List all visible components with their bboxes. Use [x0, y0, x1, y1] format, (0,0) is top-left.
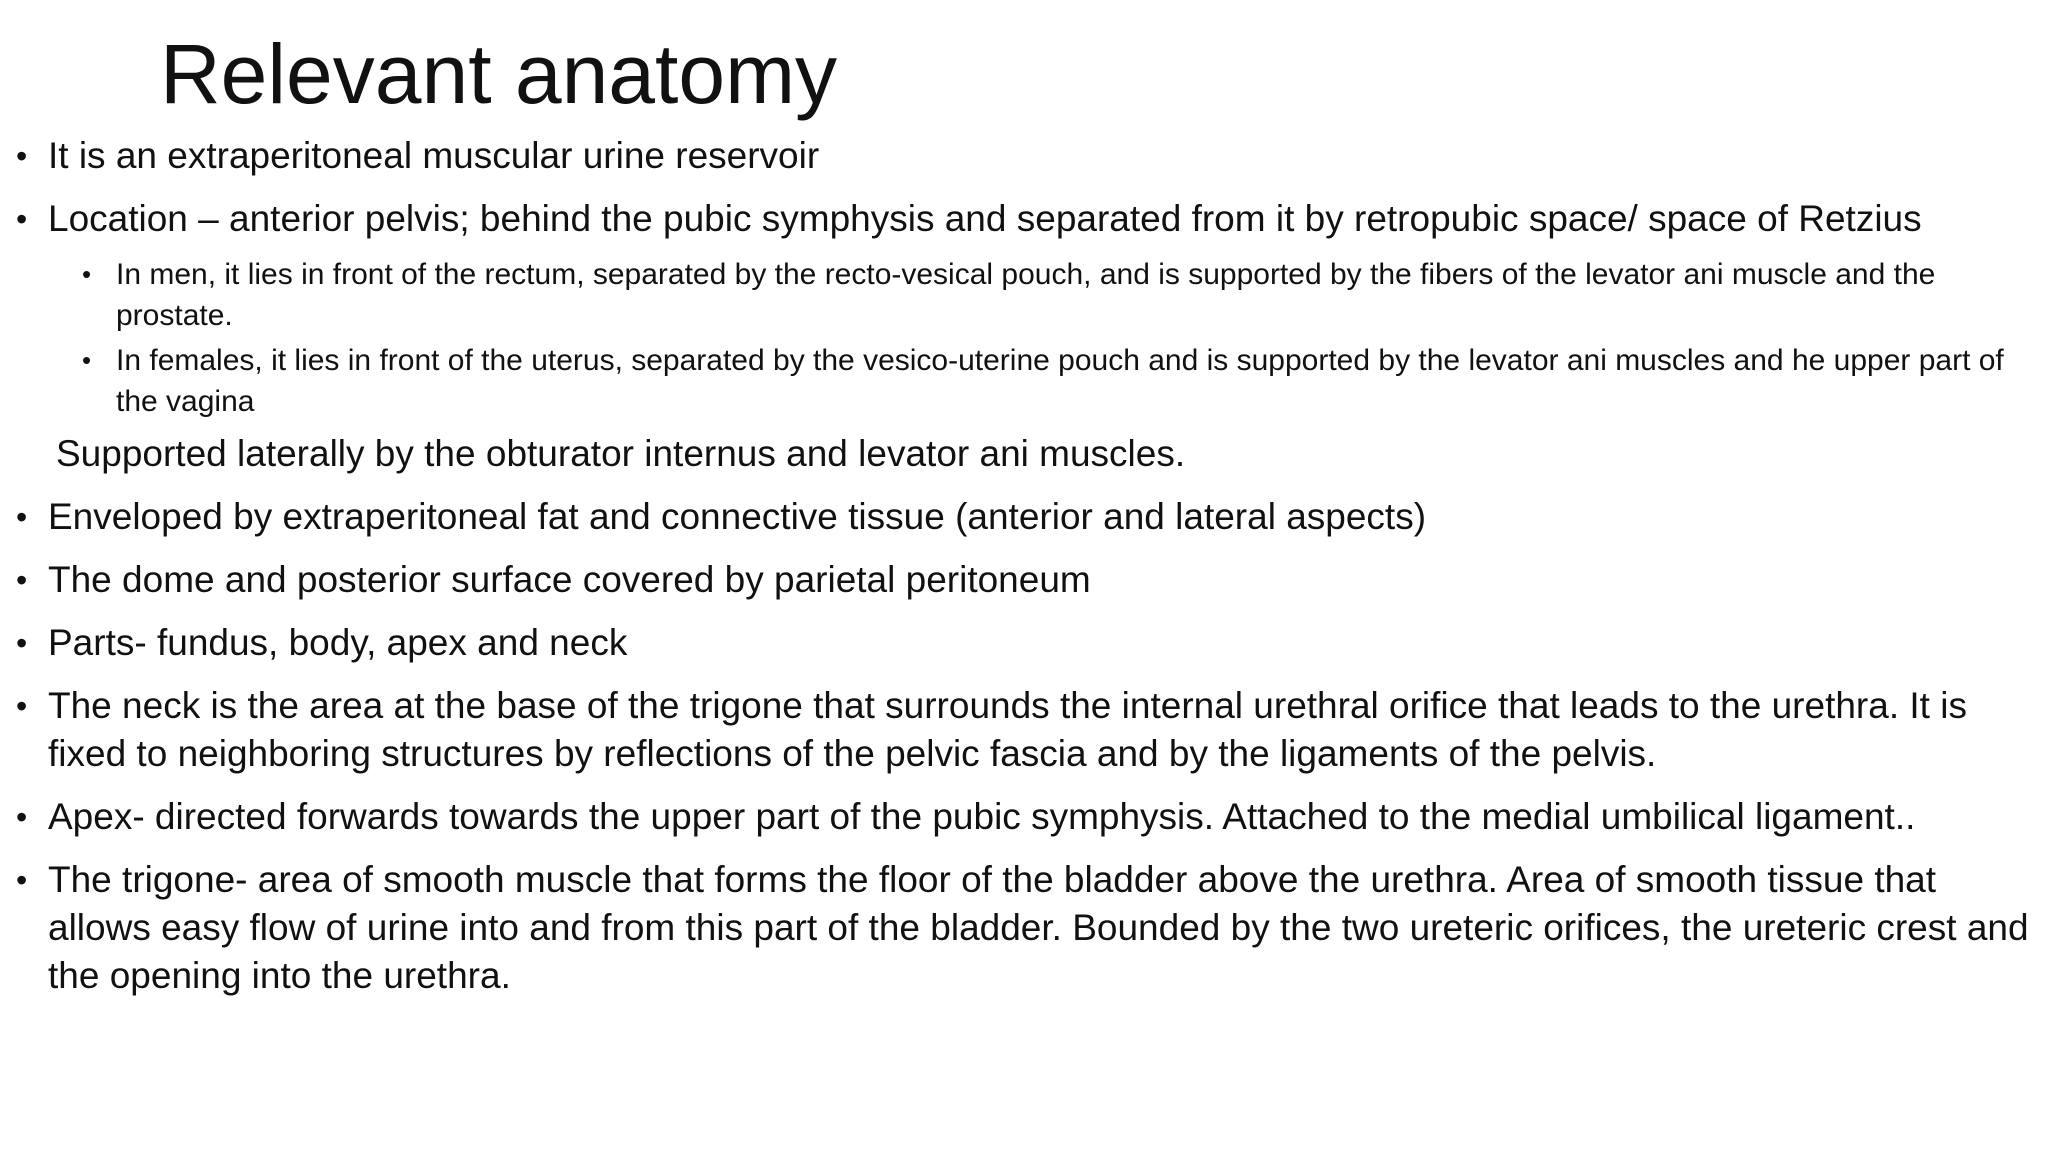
bullet-text: The trigone- area of smooth muscle that forms the floor of the bladder above the urethra. Area of smooth tissue that allows easy flow of urine into and from this part of the bladder. Bounded by the two ureteric orifices, the ureteric crest and the opening into the urethra.	[48, 859, 2029, 996]
bullet-dot-icon: •	[16, 625, 28, 661]
bullet-list	[0, 132, 2030, 1015]
bullet-dot-icon: •	[16, 499, 28, 535]
sub-bullet-text: In men, it lies in front of the rectum, separated by the recto-vesical pouch, and is supported by the fibers of the levator ani muscle and the prostate.	[116, 258, 1936, 332]
plain-paragraph: Supported laterally by the obturator internus and levator ani muscles.	[56, 433, 1186, 474]
bullet-text: Enveloped by extraperitoneal fat and connective tissue (anterior and lateral aspects)	[48, 496, 1427, 537]
bullet-text: Apex- directed forwards towards the upper part of the pubic symphysis. Attached to the medial umbilical ligament..	[48, 796, 1916, 837]
sub-bullet-text: In females, it lies in front of the uterus, separated by the vesico-uterine pouch and is supported by the levator ani muscles and he upper part of the vagina	[116, 344, 2004, 418]
bullet-item	[0, 682, 2030, 778]
sub-bullet-item	[0, 254, 2030, 336]
sub-bullet-dot-icon: •	[82, 259, 92, 289]
sub-bullet-item	[0, 340, 2030, 422]
bullet-item	[0, 556, 2030, 604]
bullet-dot-icon: •	[16, 138, 28, 174]
bullet-dot-icon: •	[16, 799, 28, 835]
bullet-item	[0, 793, 2030, 841]
bullet-dot-icon: •	[16, 862, 28, 898]
bullet-text: The neck is the area at the base of the trigone that surrounds the internal urethral orifice that leads to the urethra. It is fixed to neighboring structures by reflections of the pelvic fascia and by the ligaments of the pelvis.	[48, 685, 1967, 774]
bullet-item	[0, 619, 2030, 667]
slide-title: Relevant anatomy	[160, 27, 838, 121]
bullet-text: The dome and posterior surface covered by parietal peritoneum	[48, 559, 1091, 600]
bullet-text: Location – anterior pelvis; behind the pubic symphysis and separated from it by retropubic space/ space of Retzius	[48, 198, 1922, 239]
sub-bullet-dot-icon: •	[82, 345, 92, 375]
bullet-item	[0, 493, 2030, 541]
bullet-item	[0, 132, 2030, 180]
bullet-dot-icon: •	[16, 201, 28, 237]
bullet-text: It is an extraperitoneal muscular urine reservoir	[48, 135, 820, 176]
bullet-dot-icon: •	[16, 688, 28, 724]
bullet-text: Parts- fundus, body, apex and neck	[48, 622, 628, 663]
bullet-dot-icon: •	[16, 562, 28, 598]
bullet-item	[0, 856, 2030, 1000]
bullet-item	[0, 195, 2030, 243]
